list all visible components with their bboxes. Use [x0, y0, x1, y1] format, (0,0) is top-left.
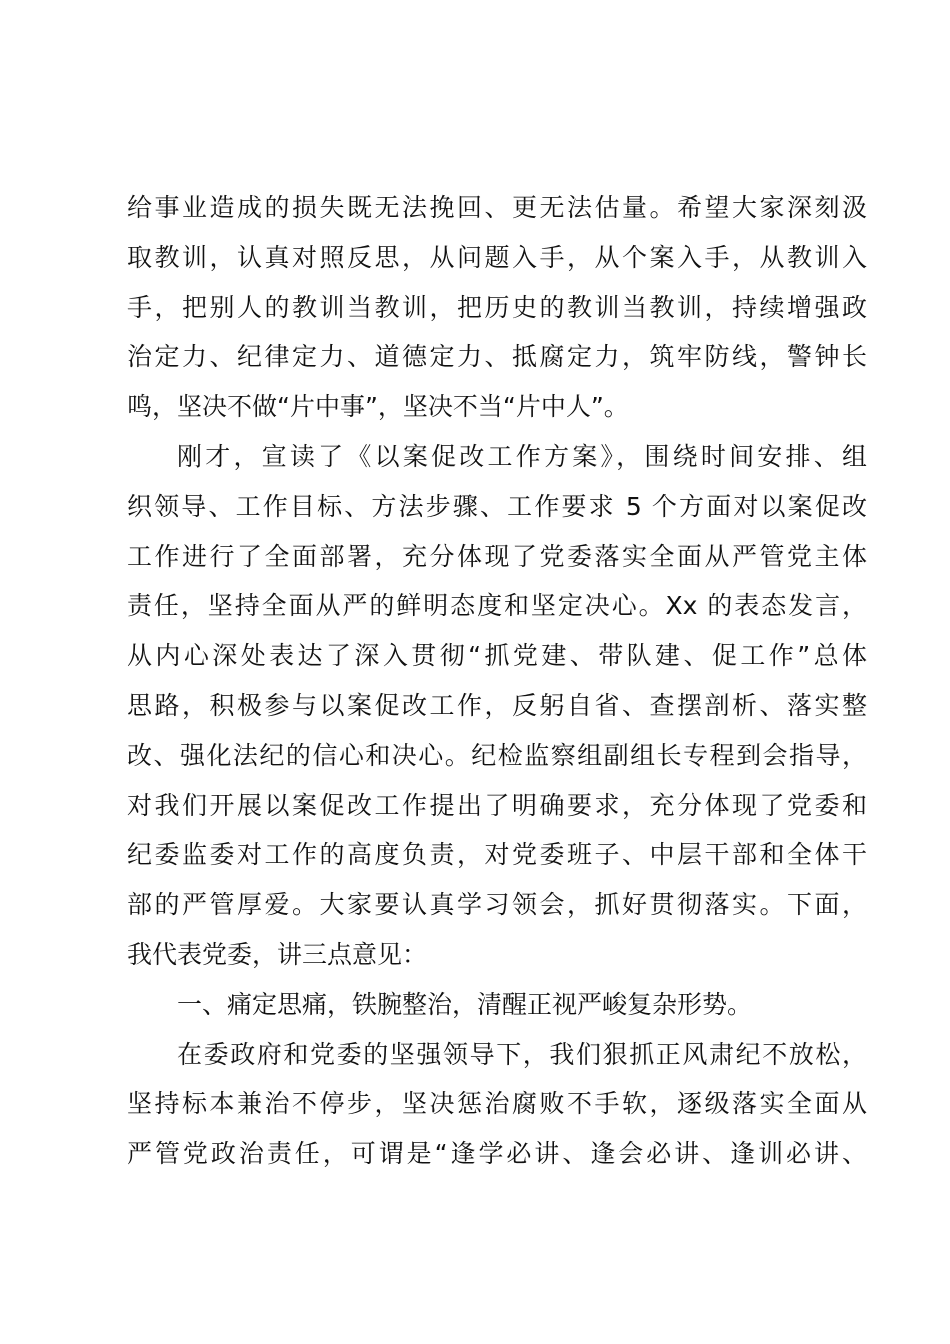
text-line: 部的严管厚爱。大家要认真学习领会，抓好贯彻落实。下面， [127, 890, 867, 920]
text-line: 给事业造成的损失既无法挽回、更无法估量。希望大家深刻汲 [127, 193, 867, 222]
text-line: 取教训，认真对照反思，从问题入手，从个案入手，从教训入 [127, 242, 867, 272]
text-line: 对我们开展以案促改工作提出了明确要求，充分体现了党委和 [127, 790, 867, 820]
text-line: 从内心深处表达了深入贯彻“抓党建、带队建、促工作”总体 [127, 641, 867, 671]
text-line: 坚持标本兼治不停步，坚决惩治腐败不手软，逐级落实全面从 [127, 1089, 867, 1119]
text-line: 工作进行了全面部署，充分体现了党委落实全面从严管党主体 [127, 541, 867, 571]
text-line: 责任，坚持全面从严的鲜明态度和坚定决心。Xx 的表态发言， [127, 591, 867, 621]
paragraph-opening-remarks [127, 432, 867, 980]
text-line: 纪委监委对工作的高度负责，对党委班子、中层干部和全体干 [127, 840, 867, 870]
text-line: 刚才，宣读了《以案促改工作方案》，围绕时间安排、组 [177, 441, 867, 471]
document-body [127, 183, 867, 1179]
heading-line: 一、痛定思痛，铁腕整治，清醒正视严峻复杂形势。 [177, 989, 753, 1019]
text-line: 治定力、纪律定力、道德定力、抵腐定力，筑牢防线，警钟长 [127, 342, 867, 372]
text-line: 手，把别人的教训当教训，把历史的教训当教训，持续增强政 [127, 292, 867, 322]
text-line: 改、强化法纪的信心和决心。纪检监察组副组长专程到会指导， [127, 740, 867, 770]
section-heading [127, 980, 867, 1030]
paragraph-continuation [127, 183, 867, 432]
text-line: 在委政府和党委的坚强领导下，我们狠抓正风肃纪不放松， [177, 1039, 867, 1069]
text-line: 我代表党委，讲三点意见： [127, 939, 428, 969]
text-line: 鸣，坚决不做“片中事”，坚决不当“片中人”。 [127, 392, 629, 422]
text-line: 织领导、工作目标、方法步骤、工作要求 5 个方面对以案促改 [127, 491, 867, 521]
text-line: 思路，积极参与以案促改工作，反躬自省、查摆剖析、落实整 [127, 690, 867, 720]
text-line: 严管党政治责任，可谓是“逢学必讲、逢会必讲、逢训必讲、 [127, 1139, 867, 1169]
paragraph-section-body [127, 1030, 867, 1179]
